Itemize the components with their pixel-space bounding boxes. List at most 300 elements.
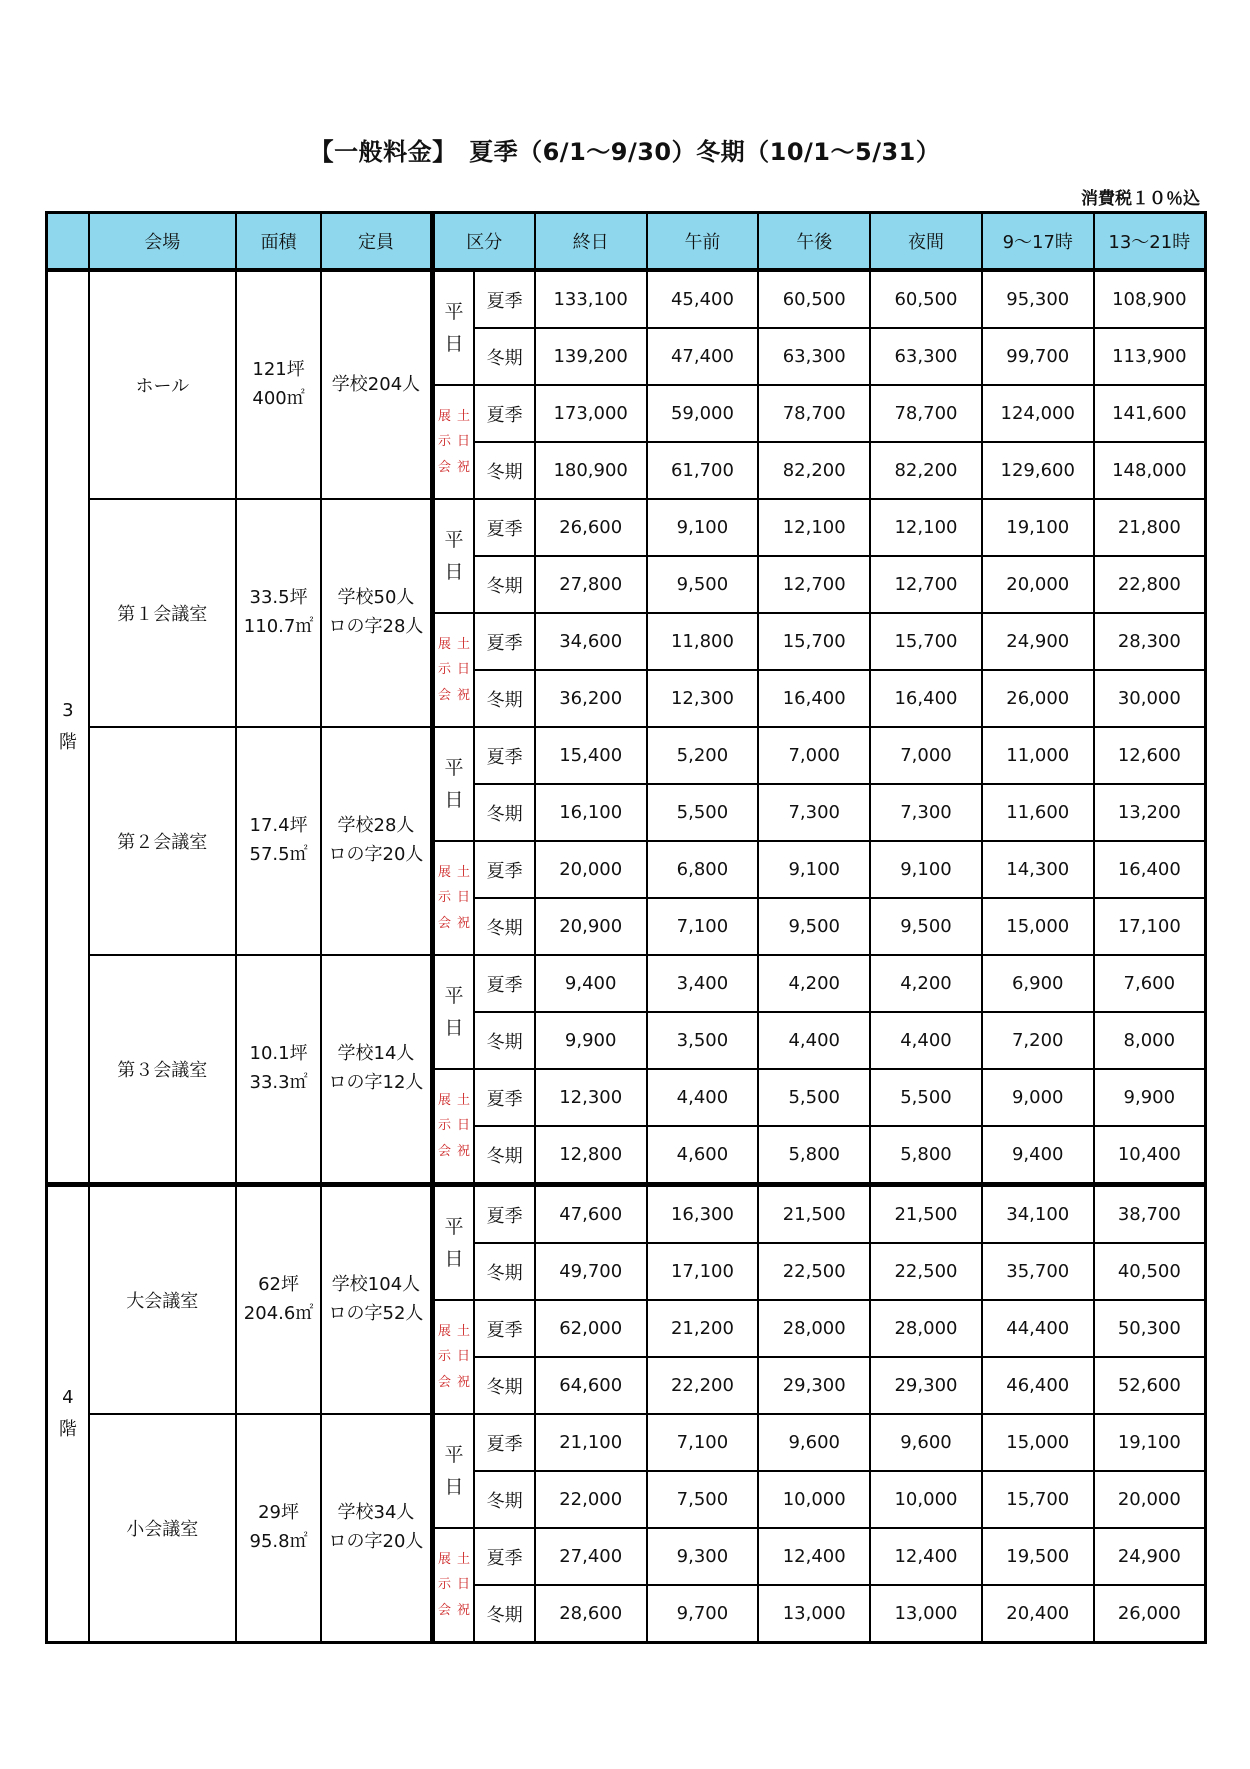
price-cell: 5,200 [647, 727, 759, 784]
tax-note: 消費税１０％込 [1081, 189, 1200, 209]
exhibition-label [438, 1088, 451, 1164]
price-cell: 10,000 [758, 1471, 870, 1528]
season-summer: 夏季 [474, 727, 534, 784]
capacity-line: 学校50人 [337, 587, 415, 609]
price-cell: 7,600 [1094, 955, 1206, 1012]
price-cell: 24,900 [982, 613, 1094, 670]
price-cell: 11,000 [982, 727, 1094, 784]
table-row [47, 1185, 1206, 1244]
season-winter: 冬期 [474, 670, 534, 727]
price-cell: 52,600 [1094, 1357, 1206, 1414]
exhibition-char: 展 [437, 636, 451, 652]
weekend-holiday-label [457, 632, 470, 708]
weekend-holiday-char: 祝 [457, 459, 471, 475]
exhibition-char: 会 [437, 1602, 451, 1618]
area-line: 62坪 [258, 1274, 300, 1296]
exhibition-char: 示 [437, 1577, 451, 1593]
price-cell: 7,100 [647, 1414, 759, 1471]
room-capacity [321, 499, 432, 727]
price-cell: 180,900 [535, 442, 647, 499]
holiday-label-wrap [438, 632, 470, 708]
weekday-label [432, 955, 474, 1069]
holiday-label-wrap [438, 1547, 470, 1623]
capacity-line: 学校34人 [337, 1502, 415, 1524]
table-row [47, 1414, 1206, 1471]
price-cell: 17,100 [647, 1243, 759, 1300]
price-cell: 29,300 [870, 1357, 982, 1414]
price-cell: 19,100 [982, 499, 1094, 556]
table-row [47, 499, 1206, 556]
exhibition-label [438, 632, 451, 708]
price-cell: 60,500 [870, 270, 982, 328]
price-cell: 5,500 [647, 784, 759, 841]
price-cell: 40,500 [1094, 1243, 1206, 1300]
room-name: 小会議室 [89, 1414, 236, 1643]
room-capacity [321, 1414, 432, 1643]
exhibition-char: 展 [437, 408, 451, 424]
price-cell: 7,000 [758, 727, 870, 784]
price-cell: 3,400 [647, 955, 759, 1012]
price-cell: 12,400 [870, 1528, 982, 1585]
table-row [47, 727, 1206, 784]
price-cell: 9,000 [982, 1069, 1094, 1126]
price-cell: 13,000 [870, 1585, 982, 1643]
page-title: 【一般料金】 夏季（6/1～9/30）冬期（10/1～5/31） [309, 138, 941, 166]
price-cell: 27,800 [535, 556, 647, 613]
price-cell: 139,200 [535, 328, 647, 385]
price-cell: 20,900 [535, 898, 647, 955]
price-cell: 16,300 [647, 1185, 759, 1244]
price-cell: 7,000 [870, 727, 982, 784]
price-cell: 12,300 [647, 670, 759, 727]
price-cell: 5,800 [870, 1126, 982, 1185]
area-line: 10.1坪 [249, 1043, 308, 1065]
season-summer: 夏季 [474, 1300, 534, 1357]
holiday-label [432, 1528, 474, 1643]
price-cell: 9,600 [758, 1414, 870, 1471]
price-cell: 29,300 [758, 1357, 870, 1414]
floor-label-char: 階 [58, 732, 77, 753]
price-cell: 78,700 [870, 385, 982, 442]
weekend-holiday-char: 祝 [457, 687, 471, 703]
price-cell: 7,500 [647, 1471, 759, 1528]
weekday-char: 日 [444, 561, 464, 583]
price-cell: 99,700 [982, 328, 1094, 385]
header-night: 夜間 [870, 213, 982, 271]
price-cell: 16,400 [870, 670, 982, 727]
price-cell: 12,300 [535, 1069, 647, 1126]
room-area [236, 727, 322, 955]
room-name: 第１会議室 [89, 499, 236, 727]
price-cell: 11,600 [982, 784, 1094, 841]
weekend-holiday-label [457, 860, 470, 936]
room-area [236, 1185, 322, 1415]
weekday-label [432, 270, 474, 385]
weekend-holiday-label [457, 1319, 470, 1395]
price-cell: 24,900 [1094, 1528, 1206, 1585]
price-cell: 45,400 [647, 270, 759, 328]
weekday-char: 日 [444, 789, 464, 811]
price-cell: 34,600 [535, 613, 647, 670]
weekend-holiday-char: 日 [457, 1349, 471, 1365]
price-cell: 4,400 [870, 1012, 982, 1069]
season-summer: 夏季 [474, 499, 534, 556]
price-cell: 13,000 [758, 1585, 870, 1643]
price-cell: 9,500 [758, 898, 870, 955]
price-cell: 95,300 [982, 270, 1094, 328]
price-cell: 9,400 [535, 955, 647, 1012]
exhibition-char: 会 [437, 915, 451, 931]
price-cell: 9,400 [982, 1126, 1094, 1185]
price-cell: 11,800 [647, 613, 759, 670]
price-cell: 27,400 [535, 1528, 647, 1585]
price-cell: 9,100 [647, 499, 759, 556]
price-cell: 12,800 [535, 1126, 647, 1185]
exhibition-label [438, 1319, 451, 1395]
price-cell: 9,100 [758, 841, 870, 898]
holiday-label [432, 1069, 474, 1185]
price-cell: 47,600 [535, 1185, 647, 1244]
room-area [236, 955, 322, 1185]
price-cell: 13,200 [1094, 784, 1206, 841]
floor-label-char: 3 [62, 699, 74, 721]
capacity-line: 学校204人 [331, 373, 421, 395]
price-cell: 15,700 [982, 1471, 1094, 1528]
price-cell: 22,000 [535, 1471, 647, 1528]
table-row [47, 955, 1206, 1012]
price-cell: 61,700 [647, 442, 759, 499]
holiday-label [432, 841, 474, 955]
holiday-label-wrap [438, 1319, 470, 1395]
price-cell: 46,400 [982, 1357, 1094, 1414]
price-cell: 5,500 [870, 1069, 982, 1126]
weekend-holiday-char: 土 [457, 1092, 471, 1108]
exhibition-char: 示 [437, 1349, 451, 1365]
price-cell: 12,700 [870, 556, 982, 613]
price-cell: 20,000 [1094, 1471, 1206, 1528]
price-cell: 7,300 [758, 784, 870, 841]
price-cell: 49,700 [535, 1243, 647, 1300]
header-afternoon: 午後 [758, 213, 870, 271]
area-line: 17.4坪 [249, 815, 308, 837]
price-cell: 26,000 [1094, 1585, 1206, 1643]
exhibition-char: 示 [437, 434, 451, 450]
exhibition-char: 展 [437, 864, 451, 880]
price-cell: 9,300 [647, 1528, 759, 1585]
weekday-label [432, 727, 474, 841]
season-summer: 夏季 [474, 1528, 534, 1585]
capacity-line: ロの字20人 [328, 1531, 424, 1552]
price-cell: 4,400 [647, 1069, 759, 1126]
weekday-char: 日 [444, 333, 464, 355]
weekday-char: 日 [444, 1017, 464, 1039]
weekday-char: 平 [444, 528, 464, 551]
exhibition-char: 示 [437, 1118, 451, 1134]
room-name: 第３会議室 [89, 955, 236, 1185]
price-cell: 4,200 [870, 955, 982, 1012]
season-summer: 夏季 [474, 613, 534, 670]
price-cell: 9,700 [647, 1585, 759, 1643]
price-cell: 12,700 [758, 556, 870, 613]
room-capacity [321, 1185, 432, 1415]
price-cell: 21,500 [870, 1185, 982, 1244]
capacity-line: ロの字20人 [328, 844, 424, 865]
price-cell: 28,600 [535, 1585, 647, 1643]
price-cell: 4,600 [647, 1126, 759, 1185]
weekend-holiday-char: 祝 [457, 1602, 471, 1618]
area-line: 110.7㎡ [243, 616, 314, 637]
weekend-holiday-label [457, 404, 470, 480]
exhibition-char: 展 [437, 1323, 451, 1339]
exhibition-char: 会 [437, 1143, 451, 1159]
floor-label-char: 4 [62, 1386, 74, 1408]
price-cell: 20,000 [982, 556, 1094, 613]
price-cell: 50,300 [1094, 1300, 1206, 1357]
weekday-label [432, 1414, 474, 1528]
weekend-holiday-char: 土 [457, 1551, 471, 1567]
price-cell: 19,100 [1094, 1414, 1206, 1471]
price-cell: 10,400 [1094, 1126, 1206, 1185]
price-cell: 12,100 [758, 499, 870, 556]
season-summer: 夏季 [474, 1069, 534, 1126]
price-cell: 3,500 [647, 1012, 759, 1069]
price-cell: 9,100 [870, 841, 982, 898]
weekend-holiday-char: 祝 [457, 915, 471, 931]
price-cell: 19,500 [982, 1528, 1094, 1585]
price-cell: 9,500 [870, 898, 982, 955]
capacity-line: ロの字28人 [328, 616, 424, 637]
price-cell: 22,200 [647, 1357, 759, 1414]
weekday-char: 平 [444, 756, 464, 779]
price-cell: 26,600 [535, 499, 647, 556]
holiday-label-wrap [438, 404, 470, 480]
fee-table [45, 211, 1207, 1644]
weekend-holiday-char: 土 [457, 864, 471, 880]
season-winter: 冬期 [474, 442, 534, 499]
weekend-holiday-char: 土 [457, 408, 471, 424]
season-winter: 冬期 [474, 1243, 534, 1300]
header-full-day: 終日 [535, 213, 647, 271]
price-cell: 129,600 [982, 442, 1094, 499]
price-cell: 8,000 [1094, 1012, 1206, 1069]
room-area [236, 1414, 322, 1643]
room-capacity [321, 727, 432, 955]
weekend-holiday-label [457, 1547, 470, 1623]
exhibition-char: 展 [437, 1092, 451, 1108]
season-winter: 冬期 [474, 898, 534, 955]
holiday-label [432, 385, 474, 499]
exhibition-char: 会 [437, 1374, 451, 1390]
price-cell: 44,400 [982, 1300, 1094, 1357]
price-cell: 16,400 [1094, 841, 1206, 898]
season-winter: 冬期 [474, 1585, 534, 1643]
weekday-char: 平 [444, 1215, 464, 1238]
season-winter: 冬期 [474, 1471, 534, 1528]
price-cell: 78,700 [758, 385, 870, 442]
price-cell: 26,000 [982, 670, 1094, 727]
holiday-label [432, 613, 474, 727]
price-cell: 7,100 [647, 898, 759, 955]
weekend-holiday-char: 土 [457, 636, 471, 652]
price-cell: 133,100 [535, 270, 647, 328]
price-cell: 36,200 [535, 670, 647, 727]
price-cell: 64,600 [535, 1357, 647, 1414]
price-cell: 21,100 [535, 1414, 647, 1471]
floor-label [47, 270, 89, 1185]
season-winter: 冬期 [474, 1012, 534, 1069]
area-line: 121坪 [252, 359, 305, 381]
exhibition-label [438, 404, 451, 480]
weekday-char: 平 [444, 300, 464, 323]
weekend-holiday-char: 日 [457, 662, 471, 678]
price-cell: 21,800 [1094, 499, 1206, 556]
price-cell: 60,500 [758, 270, 870, 328]
price-cell: 28,000 [758, 1300, 870, 1357]
price-cell: 14,300 [982, 841, 1094, 898]
price-cell: 82,200 [870, 442, 982, 499]
price-cell: 28,300 [1094, 613, 1206, 670]
price-cell: 16,100 [535, 784, 647, 841]
price-cell: 12,400 [758, 1528, 870, 1585]
capacity-line: 学校14人 [337, 1043, 415, 1065]
price-cell: 113,900 [1094, 328, 1206, 385]
price-cell: 59,000 [647, 385, 759, 442]
season-summer: 夏季 [474, 955, 534, 1012]
exhibition-char: 会 [437, 687, 451, 703]
weekend-holiday-char: 日 [457, 890, 471, 906]
price-cell: 9,900 [1094, 1069, 1206, 1126]
price-cell: 9,900 [535, 1012, 647, 1069]
price-cell: 22,500 [870, 1243, 982, 1300]
price-cell: 7,300 [870, 784, 982, 841]
price-cell: 6,800 [647, 841, 759, 898]
price-cell: 6,900 [982, 955, 1094, 1012]
exhibition-char: 会 [437, 459, 451, 475]
header-morning: 午前 [647, 213, 759, 271]
exhibition-char: 展 [437, 1551, 451, 1567]
price-cell: 5,500 [758, 1069, 870, 1126]
capacity-line: 学校104人 [331, 1274, 421, 1296]
room-name: ホール [89, 270, 236, 499]
price-cell: 38,700 [1094, 1185, 1206, 1244]
price-cell: 4,200 [758, 955, 870, 1012]
room-area [236, 270, 322, 499]
exhibition-char: 示 [437, 662, 451, 678]
price-cell: 22,500 [758, 1243, 870, 1300]
price-cell: 148,000 [1094, 442, 1206, 499]
room-capacity [321, 955, 432, 1185]
capacity-line: ロの字52人 [328, 1303, 424, 1324]
floor-label [47, 1185, 89, 1643]
price-cell: 21,200 [647, 1300, 759, 1357]
weekend-holiday-char: 日 [457, 1118, 471, 1134]
season-summer: 夏季 [474, 270, 534, 328]
weekday-char: 平 [444, 984, 464, 1007]
season-winter: 冬期 [474, 328, 534, 385]
season-winter: 冬期 [474, 784, 534, 841]
price-cell: 108,900 [1094, 270, 1206, 328]
price-cell: 22,800 [1094, 556, 1206, 613]
header-area: 面積 [236, 213, 322, 271]
price-cell: 34,100 [982, 1185, 1094, 1244]
header-venue: 会場 [89, 213, 236, 271]
holiday-label-wrap [438, 860, 470, 936]
price-cell: 47,400 [647, 328, 759, 385]
weekend-holiday-char: 祝 [457, 1374, 471, 1390]
price-cell: 21,500 [758, 1185, 870, 1244]
exhibition-label [438, 860, 451, 936]
price-cell: 15,400 [535, 727, 647, 784]
price-cell: 12,600 [1094, 727, 1206, 784]
price-cell: 35,700 [982, 1243, 1094, 1300]
weekday-label [432, 499, 474, 613]
capacity-line: ロの字12人 [328, 1072, 424, 1093]
weekend-holiday-char: 日 [457, 434, 471, 450]
price-cell: 20,400 [982, 1585, 1094, 1643]
room-capacity [321, 270, 432, 499]
area-line: 400㎡ [252, 388, 305, 409]
price-cell: 28,000 [870, 1300, 982, 1357]
price-cell: 17,100 [1094, 898, 1206, 955]
price-cell: 7,200 [982, 1012, 1094, 1069]
capacity-line: 学校28人 [337, 815, 415, 837]
price-cell: 63,300 [758, 328, 870, 385]
room-name: 大会議室 [89, 1185, 236, 1415]
weekday-label [432, 1185, 474, 1301]
price-cell: 30,000 [1094, 670, 1206, 727]
room-name: 第２会議室 [89, 727, 236, 955]
area-line: 33.5坪 [249, 587, 308, 609]
price-cell: 15,000 [982, 898, 1094, 955]
weekend-holiday-char: 土 [457, 1323, 471, 1339]
weekend-holiday-char: 日 [457, 1577, 471, 1593]
price-cell: 15,000 [982, 1414, 1094, 1471]
weekend-holiday-label [457, 1088, 470, 1164]
header-row [47, 213, 1206, 271]
price-cell: 12,100 [870, 499, 982, 556]
weekday-char: 日 [444, 1248, 464, 1270]
area-line: 57.5㎡ [249, 844, 308, 865]
price-cell: 5,800 [758, 1126, 870, 1185]
price-cell: 16,400 [758, 670, 870, 727]
season-winter: 冬期 [474, 1126, 534, 1185]
floor-label-char: 階 [58, 1419, 77, 1440]
price-cell: 9,600 [870, 1414, 982, 1471]
season-summer: 夏季 [474, 841, 534, 898]
season-summer: 夏季 [474, 1414, 534, 1471]
holiday-label [432, 1300, 474, 1414]
room-area [236, 499, 322, 727]
header-category: 区分 [432, 213, 535, 271]
price-cell: 124,000 [982, 385, 1094, 442]
header-capacity: 定員 [321, 213, 432, 271]
season-winter: 冬期 [474, 1357, 534, 1414]
season-summer: 夏季 [474, 385, 534, 442]
weekday-char: 日 [444, 1476, 464, 1498]
area-line: 33.3㎡ [249, 1072, 308, 1093]
price-cell: 141,600 [1094, 385, 1206, 442]
price-cell: 10,000 [870, 1471, 982, 1528]
table-row [47, 270, 1206, 328]
price-cell: 9,500 [647, 556, 759, 613]
header-blank [47, 213, 89, 271]
area-line: 204.6㎡ [243, 1303, 314, 1324]
exhibition-char: 示 [437, 890, 451, 906]
exhibition-label [438, 1547, 451, 1623]
area-line: 95.8㎡ [249, 1531, 308, 1552]
price-cell: 173,000 [535, 385, 647, 442]
price-cell: 15,700 [758, 613, 870, 670]
